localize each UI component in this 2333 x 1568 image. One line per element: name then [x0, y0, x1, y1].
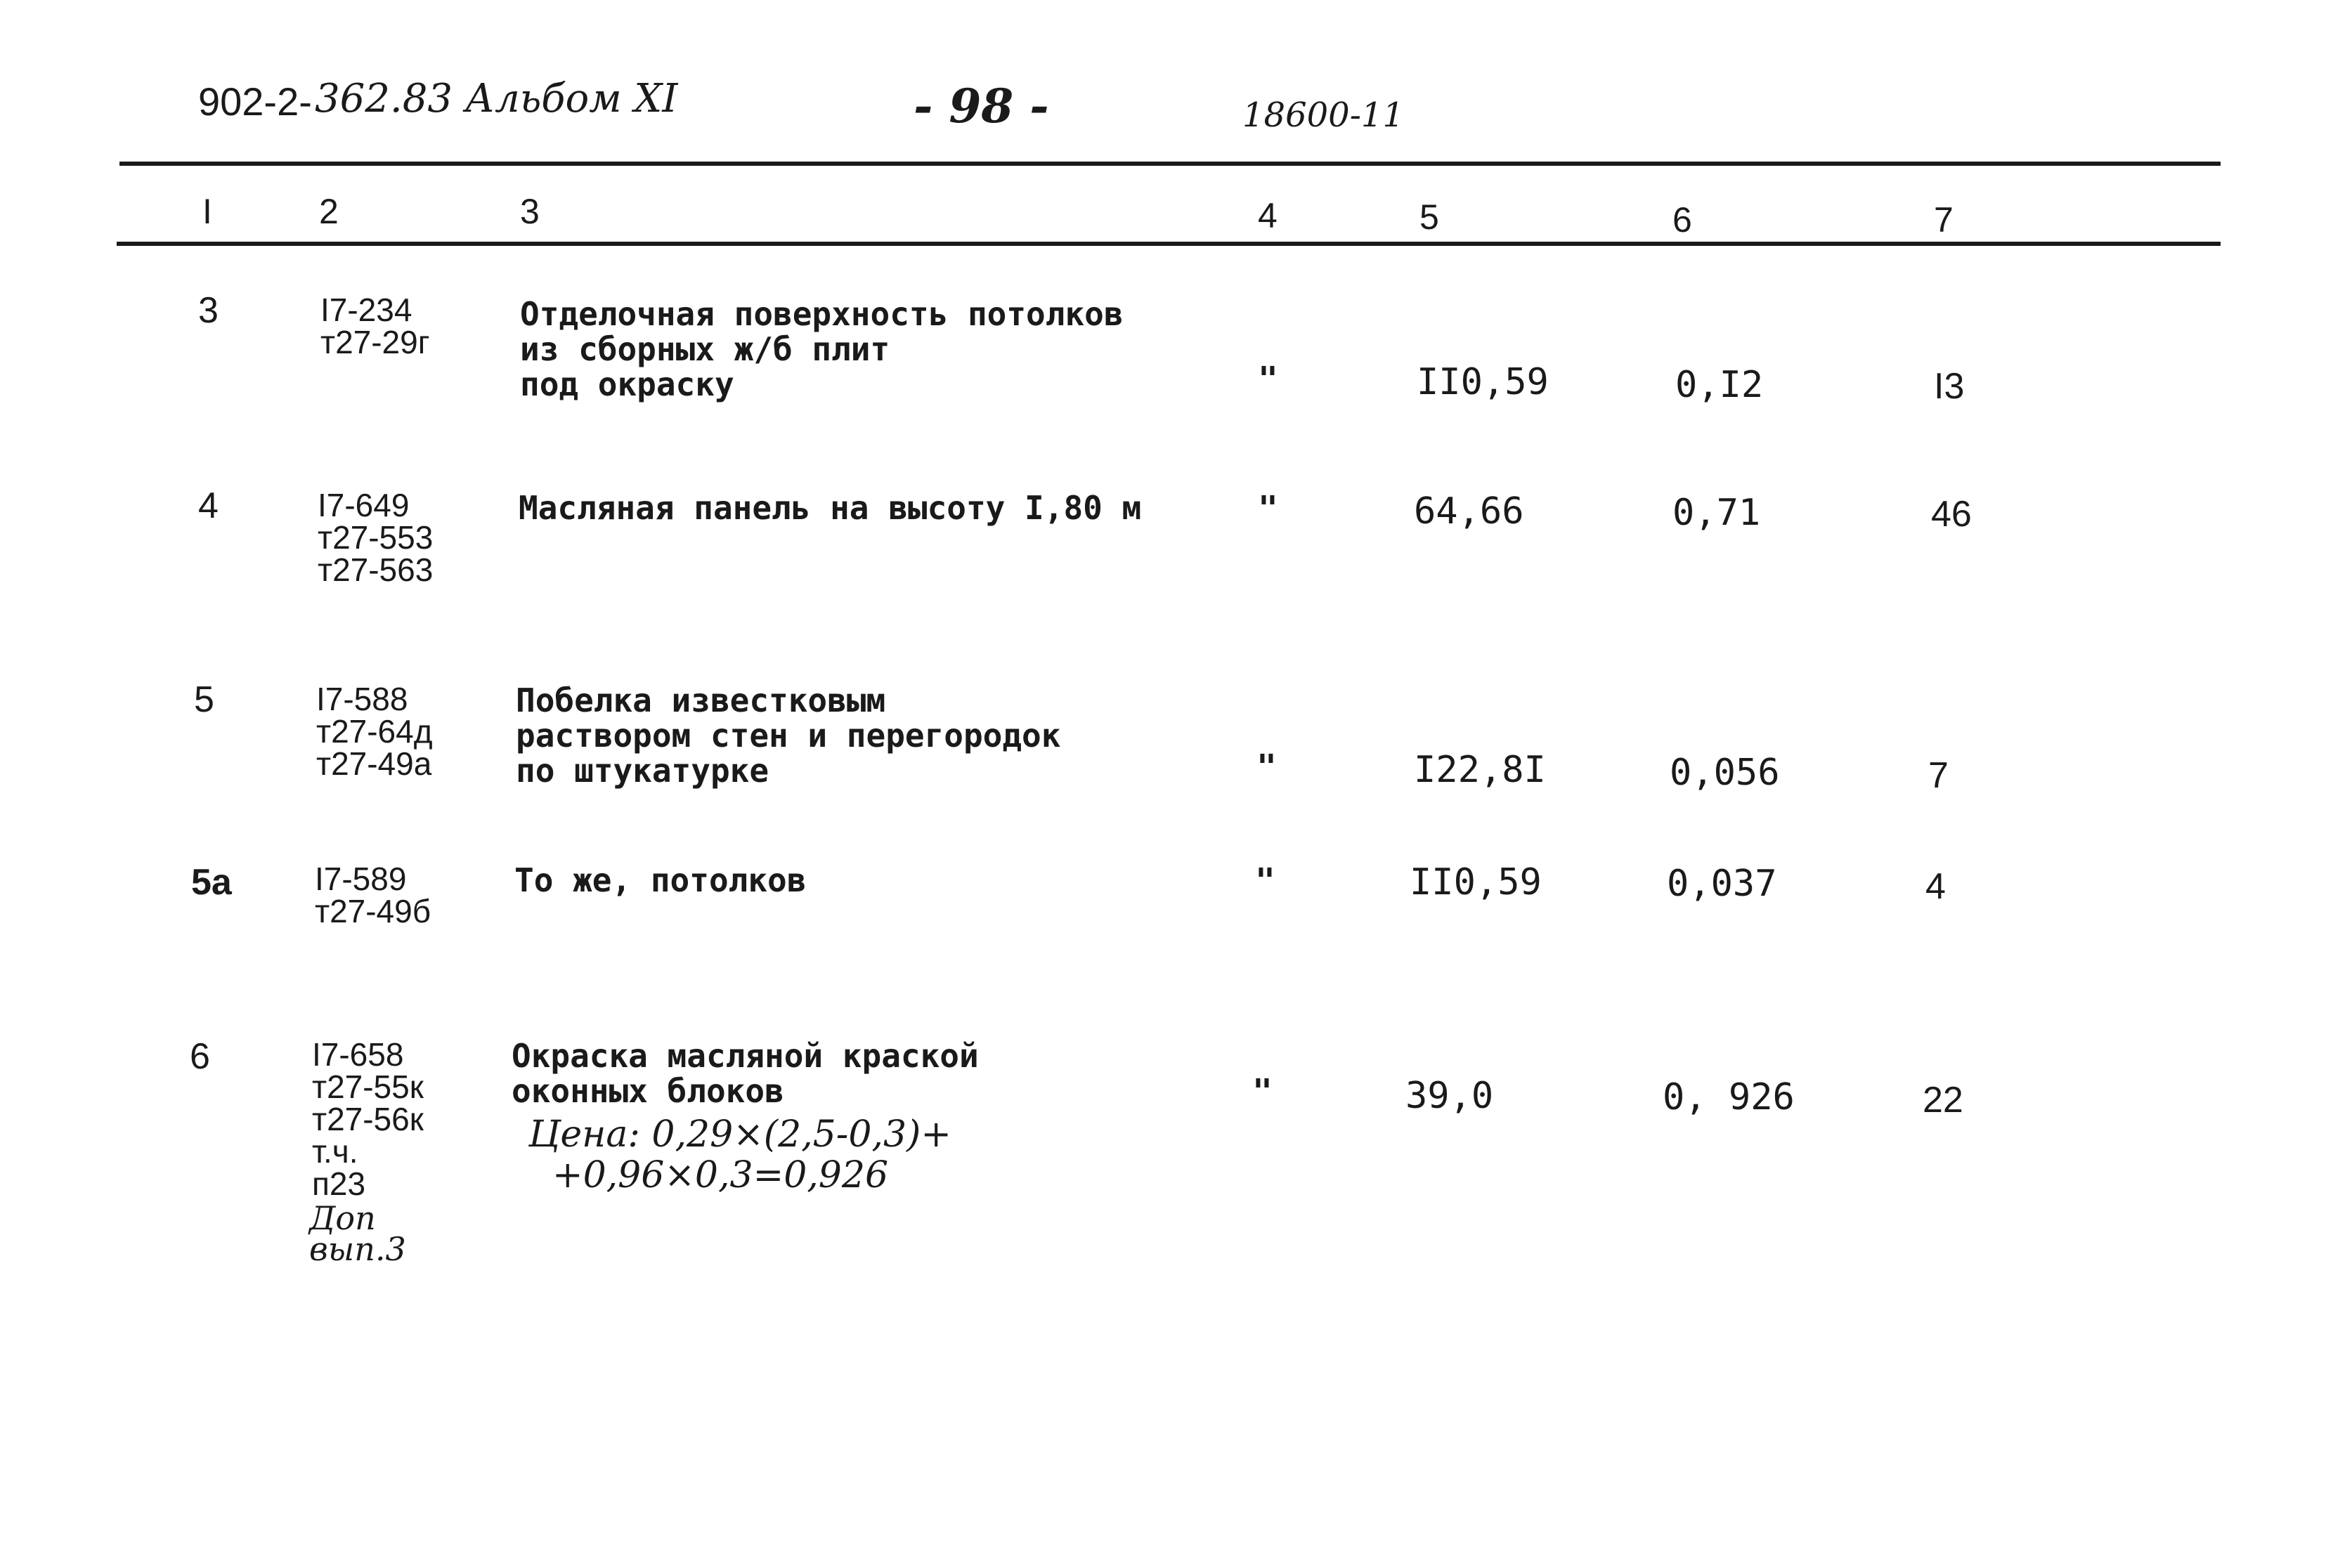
- total-value: 46: [1931, 494, 1972, 535]
- ditto-mark: ": [1258, 489, 1278, 528]
- ditto-mark: ": [1255, 861, 1275, 901]
- price-value: 0,056: [1670, 752, 1780, 794]
- ditto-mark: ": [1258, 360, 1278, 399]
- row-number: 5: [194, 679, 214, 720]
- top-rule: [119, 162, 2221, 166]
- code-line: т27-56к: [312, 1101, 424, 1137]
- row-number: 6: [190, 1036, 210, 1077]
- col-header-1: I: [202, 192, 212, 231]
- code-line: т27-563: [318, 551, 434, 588]
- code-line: т27-49б: [315, 893, 431, 929]
- ditto-mark: ": [1252, 1072, 1273, 1111]
- ditto-mark: ": [1256, 747, 1277, 787]
- row-description: [520, 296, 1124, 402]
- row-codes: [312, 1038, 424, 1200]
- doc-code-handwritten: 362.83 Альбом XI: [315, 76, 678, 122]
- description-line: оконных блоков: [512, 1072, 784, 1110]
- description-line: Окраска масляной краской: [512, 1037, 979, 1075]
- row-number: 5а: [191, 862, 232, 903]
- handwritten-line: +0,96×0,3=0,926: [552, 1154, 889, 1196]
- description-line: по штукатурке: [516, 752, 769, 790]
- quantity-value: I22,8I: [1414, 749, 1546, 791]
- code-line: п23: [312, 1165, 366, 1202]
- total-value: 22: [1923, 1080, 1963, 1121]
- col-header-7: 7: [1934, 200, 1954, 240]
- row-codes: [315, 863, 431, 927]
- handwritten-line: Доп: [309, 1199, 376, 1237]
- col-header-4: 4: [1258, 196, 1278, 235]
- col-header-6: 6: [1672, 200, 1692, 240]
- code-line: I7-649: [318, 487, 410, 523]
- doc-code-printed: 902-2-: [198, 79, 312, 124]
- stamp-number: 18600-11: [1242, 96, 1404, 135]
- quantity-value: II0,59: [1410, 861, 1542, 903]
- col-header-5: 5: [1419, 197, 1439, 237]
- row-codes: [318, 489, 433, 586]
- row-description: [516, 683, 1060, 788]
- row-description: [512, 1038, 979, 1109]
- row-description: [514, 863, 806, 898]
- description-line: из сборных ж/б плит: [520, 330, 890, 368]
- total-value: 4: [1925, 866, 1946, 907]
- row-number: 3: [198, 290, 219, 331]
- price-value: 0,71: [1672, 492, 1761, 534]
- quantity-value: 39,0: [1405, 1075, 1494, 1117]
- col-header-3: 3: [520, 192, 540, 231]
- page-number: - 98 -: [914, 79, 1049, 133]
- header-rule: [117, 242, 2221, 246]
- total-value: 7: [1928, 755, 1949, 796]
- code-line: т27-553: [318, 519, 434, 556]
- price-value: 0,I2: [1675, 364, 1764, 406]
- row-description: [519, 490, 1141, 525]
- code-line: I7-588: [316, 681, 408, 717]
- col-header-2: 2: [319, 192, 339, 231]
- description-line: Масляная панель на высоту I,80 м: [519, 489, 1142, 527]
- description-line: Отделочная поверхность потолков: [520, 295, 1124, 333]
- code-line: т.ч.: [312, 1133, 358, 1170]
- description-line: То же, потолков: [514, 861, 807, 899]
- row-codes: [316, 683, 433, 780]
- code-line: т27-29г: [320, 324, 430, 360]
- code-line: I7-589: [315, 861, 407, 897]
- quantity-value: 64,66: [1414, 490, 1524, 533]
- handwritten-line: вып.3: [309, 1230, 406, 1268]
- row-number: 4: [198, 485, 219, 526]
- row-codes-handwritten: [309, 1199, 406, 1268]
- price-value: 0, 926: [1663, 1076, 1795, 1118]
- description-line: раствором стен и перегородок: [516, 717, 1061, 754]
- row-codes: [320, 294, 430, 358]
- code-line: т27-49а: [316, 745, 432, 782]
- code-line: I7-658: [312, 1036, 404, 1073]
- description-line: Побелка известковым: [516, 681, 886, 719]
- price-value: 0,037: [1667, 863, 1777, 905]
- code-line: т27-64д: [316, 713, 433, 750]
- total-value: I3: [1934, 366, 1965, 407]
- handwritten-line: Цена: 0,29×(2,5-0,3)+: [528, 1113, 951, 1156]
- code-line: I7-234: [320, 292, 412, 328]
- description-line: под окраску: [520, 365, 734, 403]
- quantity-value: II0,59: [1417, 361, 1549, 403]
- price-calculation-note: [528, 1114, 951, 1196]
- code-line: т27-55к: [312, 1069, 424, 1105]
